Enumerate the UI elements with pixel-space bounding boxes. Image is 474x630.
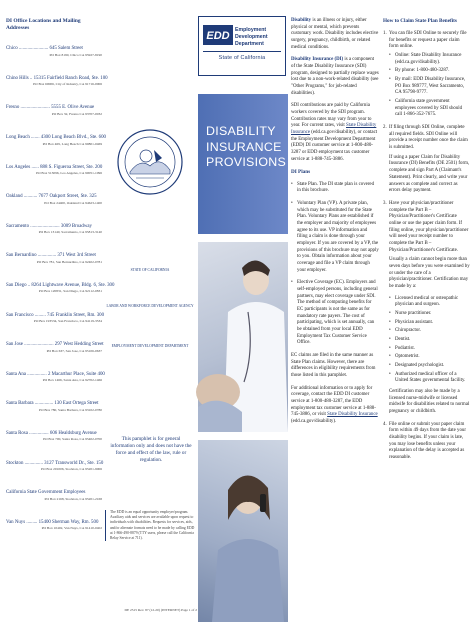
filing-option-item: • By phone: 1-800-480-3287. xyxy=(389,68,470,75)
di-plan-item: • Voluntary Plan (VP). A private plan, which may be substituted for the State Plan. Voluntary Plans are established if the employer and majority of employees agree to its use. VP information and filing a claim is done through your employer. If you are covered by a VP, the provisions of this brochure may not apply to you. Obtain information about your coverage and file a VP claim through your employer. xyxy=(291,201,379,274)
certifier-item: • Podiatrist. xyxy=(389,346,470,353)
office-entry xyxy=(6,46,102,76)
step-2: 2. If filing through SDI Online, complete all required fields. SDI Online will provide a receipt number once the claim is submitted. If using a paper Claim for Disability Insurance (DI) Benefits (DE 2501) form, complete and sign Part A (Claimant's Statement). Print clearly, and write your answers as complete and correct as errors delay payment. xyxy=(383,125,470,194)
certifier-list xyxy=(389,296,470,385)
office-locations-heading: DI Office Locations and Mailing Addresses xyxy=(6,18,81,32)
logo-department: Department xyxy=(235,41,264,47)
office-mailing-address: PO Box 193534, San Francisco, CA 94119-3534 xyxy=(33,319,102,324)
office-street-address: San Bernardino ............... 371 West 3rd Street xyxy=(6,253,96,259)
certifier-item: • Optometrist. xyxy=(389,354,470,361)
office-street-address: Van Nuys ......... 15400 Sherman Way, Rm. 500 xyxy=(6,519,99,525)
office-mailing-address: PO Box 2168, Stockton, CA 95201-2168 xyxy=(44,496,102,501)
state-name: STATE OF CALIFORNIA xyxy=(130,268,170,272)
office-entry xyxy=(6,461,102,491)
ec-note: EC claims are filed in the same manner as State Plan claims. However, there are differences in eligibility requirements from those listed in this pamphlet. xyxy=(291,352,376,378)
office-mailing-address: PO Box 120831, San Diego, CA 92112-0831 xyxy=(38,289,102,294)
certifier-item: • Chiropractor. xyxy=(389,328,470,335)
step-3: 3. Have your physician/practitioner complete the Part B – Physician/Practitioner's Certificate online or use the paper claim form. If filing online, your physician/practitioner will need your receipt number to complete the Part B – Physician/Practitioner's Certificate. Usually a claim cannot begin more than seven days before you were examined by or under the care of a physician/practitioner. Certification may be made by a: • Licensed medical or osteopathic physician and surgeon. • Nurse practitioner. • Physician assistant. • Chiropractor. • Dentist. • Podiatrist. • Optometrist. • Designated psychologist. • Authorized medical officer of a United States governmental facility. Certification may also be made by a licensed nurse-midwife or licensed midwife for disabilities related to normal pregnancy or childbirth. xyxy=(383,201,470,416)
svg-text:EDD: EDD xyxy=(206,30,230,42)
edd-logo-icon xyxy=(203,25,233,45)
edd-logo xyxy=(198,16,286,76)
office-street-address: Sacramento ........................ 3009 Broadway xyxy=(6,223,92,229)
disability-definition: Disability is an illness or injury, either physical or mental, which prevents customary work. Disability includes elective surgery, pregnancy, childbirth, or related medical conditions. xyxy=(291,18,379,50)
office-entry xyxy=(6,165,102,195)
office-entry xyxy=(6,401,102,431)
office-mailing-address: PO Box 8190, Chico CA 95927-8190 xyxy=(49,52,102,57)
office-entry xyxy=(6,75,108,106)
woman-photo-icon xyxy=(198,440,288,622)
office-street-address: Santa Barbara ............... 130 East Ortega Street xyxy=(6,401,99,407)
di-plans-list xyxy=(291,182,379,347)
office-mailing-address: PO Box 13140, Sacramento, CA 95813-3140 xyxy=(38,230,102,235)
di-plan-item: • Elective Coverage (EC). Employers and self-employed persons, including general partners, may elect coverage under SDI. The method of computing benefits for EC participants is not the same as for mandatory rate payers. The cost of participating, which is set annually, can be obtained from your local EDD Employment Tax Customer Service Office. xyxy=(291,280,379,347)
agency-name: LABOR AND WORKFORCE DEVELOPMENT AGENCY xyxy=(106,304,194,308)
office-entry xyxy=(6,312,105,343)
certifier-item: • Authorized medical officer of a United States governmental facility. xyxy=(389,372,470,385)
office-street-address: Los Angeles ...... 888 S. Figueroa Street, Ste. 200 xyxy=(6,164,103,170)
office-mailing-address: PO Box 10402, Van Nuys, CA 91410-0402 xyxy=(41,526,102,531)
logo-employment: Employment xyxy=(235,27,267,33)
office-entry xyxy=(6,194,102,224)
office-entry xyxy=(6,224,102,254)
certifier-item: • Dentist. xyxy=(389,337,470,344)
filing-option-item: • California state government employees covered by SDI should call 1-866-352-7675. xyxy=(389,99,470,119)
office-street-address: San Francisco ......... 745 Franklin Street, Rm. 300 xyxy=(6,312,105,318)
certifier-item: • Physician assistant. xyxy=(389,320,470,327)
logo-development: Development xyxy=(235,34,268,40)
certifier-item: • Licensed medical or osteopathic physician and surgeon. xyxy=(389,296,470,309)
equal-opportunity-statement: The EDD is an equal opportunity employer/program. Auxiliary aids and services are available upon request to individuals with disabilities. Requests for services, aids, and/or alternate formats need to be made by calling EDD at 1-866-490-8879 (TTY users, please call the California Relay Service at 711). xyxy=(105,510,195,541)
step-1: 1. You can file SDI Online to securely file for benefits or request a paper claim form online. • Online: State Disability Insurance (edd.ca.gov/disability). • By phone: 1-800-480-3287. • By mail: EDD Disability Insurance, PO Box 989777, West Sacramento, CA 95798-9777. • California state government employees covered by SDI should call 1-866-352-7675. xyxy=(383,31,470,119)
di-definition: Disability Insurance (DI) is a component of the State Disability Insurance (SDI) program, designed to partially replace wages lost due to a non-work-related disability (see "Other Programs," for job-related disabilities). xyxy=(291,57,379,96)
office-mailing-address: PO Box 32, Fresno CA 93707-0032 xyxy=(51,111,102,116)
office-street-address: Fresno ........................ 5555 E. Olive Avenue xyxy=(6,105,95,111)
sdi-link-bottom[interactable]: State Disability Insurance xyxy=(327,412,378,418)
office-street-address: Oakland ........... 7677 Oakport Street, Ste. 325 xyxy=(6,194,97,200)
logo-divider xyxy=(203,51,281,52)
office-street-address: Chico ........................ 645 Salem Street xyxy=(6,46,83,52)
office-street-address: Stockton ............... 3127 Transworld Dr., Ste. 150 xyxy=(6,460,104,466)
filing-option-item: • By mail: EDD Disability Insurance, PO Box 989777, West Sacramento, CA 95798-9777. xyxy=(389,77,470,97)
office-street-address: Santa Ana ................ 2 Macarthur Place, Suite 400 xyxy=(6,371,105,377)
office-entry xyxy=(6,342,102,372)
office-entry xyxy=(6,490,102,520)
doctor-patient-photo xyxy=(198,242,288,432)
office-street-address: San Diego .. 8264 Lightwave Avenue, Bldg. 6, Ste. 300 xyxy=(6,283,115,288)
di-plans-heading: DI Plans xyxy=(291,169,311,176)
certifier-item: • Designated psychologist. xyxy=(389,363,470,370)
department-name: EMPLOYMENT DEVELOPMENT DEPARTMENT xyxy=(111,344,189,348)
woman-on-phone-photo xyxy=(198,440,288,622)
certifier-item: • Nurse practitioner. xyxy=(389,311,470,318)
doctor-photo-icon xyxy=(198,242,288,432)
office-mailing-address: PO Box 781, San Bernardino, CA 92402-0781 xyxy=(36,259,102,264)
how-to-claim-heading: How to Claim State Plan Benefits xyxy=(383,18,457,24)
office-entry xyxy=(6,520,102,550)
form-code: DE 2515 Rev. 87 (12-20) (INTERNET) Page 1 of 2 xyxy=(124,608,197,612)
office-entry xyxy=(6,105,102,135)
logo-state-of-california: State of California xyxy=(218,55,266,61)
office-mailing-address: PO Box 513096, Los Angeles, CA 90051-1096 xyxy=(36,171,102,176)
office-mailing-address: PO Box 637, San Jose, CA 95106-0637 xyxy=(46,348,102,353)
office-mailing-address: PO Box 700, Santa Rosa, CA 95402-0700 xyxy=(43,437,102,442)
office-mailing-address: PO Box 24400, Oakland CA 94623-1400 xyxy=(44,200,102,205)
back-cover-panel xyxy=(103,8,197,622)
office-entry xyxy=(6,253,102,283)
filing-option-item: • Online: State Disability Insurance (edd.ca.gov/disability). xyxy=(389,53,470,66)
office-mailing-address: PO Box 60006, City of Industry, CA 91716-0006 xyxy=(33,82,102,87)
office-entry xyxy=(6,371,105,402)
office-entry xyxy=(6,431,102,461)
office-street-address: Santa Rosa ................ 606 Healdsburg Avenue xyxy=(6,430,97,436)
office-mailing-address: PO Box 469, Long Beach CA 90801-0469 xyxy=(42,141,102,146)
office-locations-panel xyxy=(6,18,115,622)
office-entry xyxy=(6,283,115,313)
di-plan-item: • State Plan. The DI state plan is covered in this brochure. xyxy=(291,182,379,195)
legal-notice: This pamphlet is for general information only and does not have the force and effect of the law, rule or regulation. xyxy=(110,436,192,464)
how-to-claim-panel xyxy=(383,18,470,622)
office-street-address: California State Government Employees xyxy=(6,490,86,496)
office-mailing-address: PO Box 1466, Santa Ana, CA 92702-1466 xyxy=(42,378,102,383)
additional-info: For additional information or to apply for coverage, contact the EDD DI customer service at 1-800-480-3287, the EDD employment tax customer service at 1-888-745-3886, or visit State Disability Insurance (edd.ca.gov/disability). xyxy=(291,385,378,424)
step-4: 4. File online or submit your paper claim form within 49 days from the date your disability begins. If your claim is late, you may lose benefits unless your explanation of the delay is accepted as reasonable. xyxy=(383,421,467,461)
brochure-title: DISABILITY INSURANCE PROVISIONS xyxy=(206,124,287,169)
office-street-address: Long Beach ....... 4300 Long Beach Blvd., Ste. 600 xyxy=(6,135,106,141)
office-street-address: Chino Hills .. 15315 Fairfield Ranch Road, Ste. 100 xyxy=(6,75,108,81)
sdi-contributions: SDI contributions are paid by California workers covered by the SDI program. Contribution rates may vary from year to year. For current rates, visit State Disability Insurance (edd.ca.gov/disability), or contact the Employment Development Department (EDD) DI customer service at 1-800-480-3287 or EDD employment tax customer service at 1-888-745-3886. xyxy=(291,103,378,162)
office-mailing-address: PO Box 201006, Stockton, CA 95201-9006 xyxy=(41,467,102,472)
sdi-link[interactable]: State Disability Insurance xyxy=(291,123,377,136)
office-street-address: San Jose ........................ 297 West Hedding Street xyxy=(6,342,104,348)
state-seal-icon xyxy=(116,128,184,196)
front-cover-panel xyxy=(198,8,288,622)
office-mailing-address: PO Box 780, Santa Barbara, CA 93102-0780 xyxy=(39,407,102,412)
title-band xyxy=(198,94,288,234)
definition-panel xyxy=(291,18,379,622)
step-1-options xyxy=(389,53,470,119)
office-entry xyxy=(6,135,106,165)
office-list xyxy=(6,46,115,549)
